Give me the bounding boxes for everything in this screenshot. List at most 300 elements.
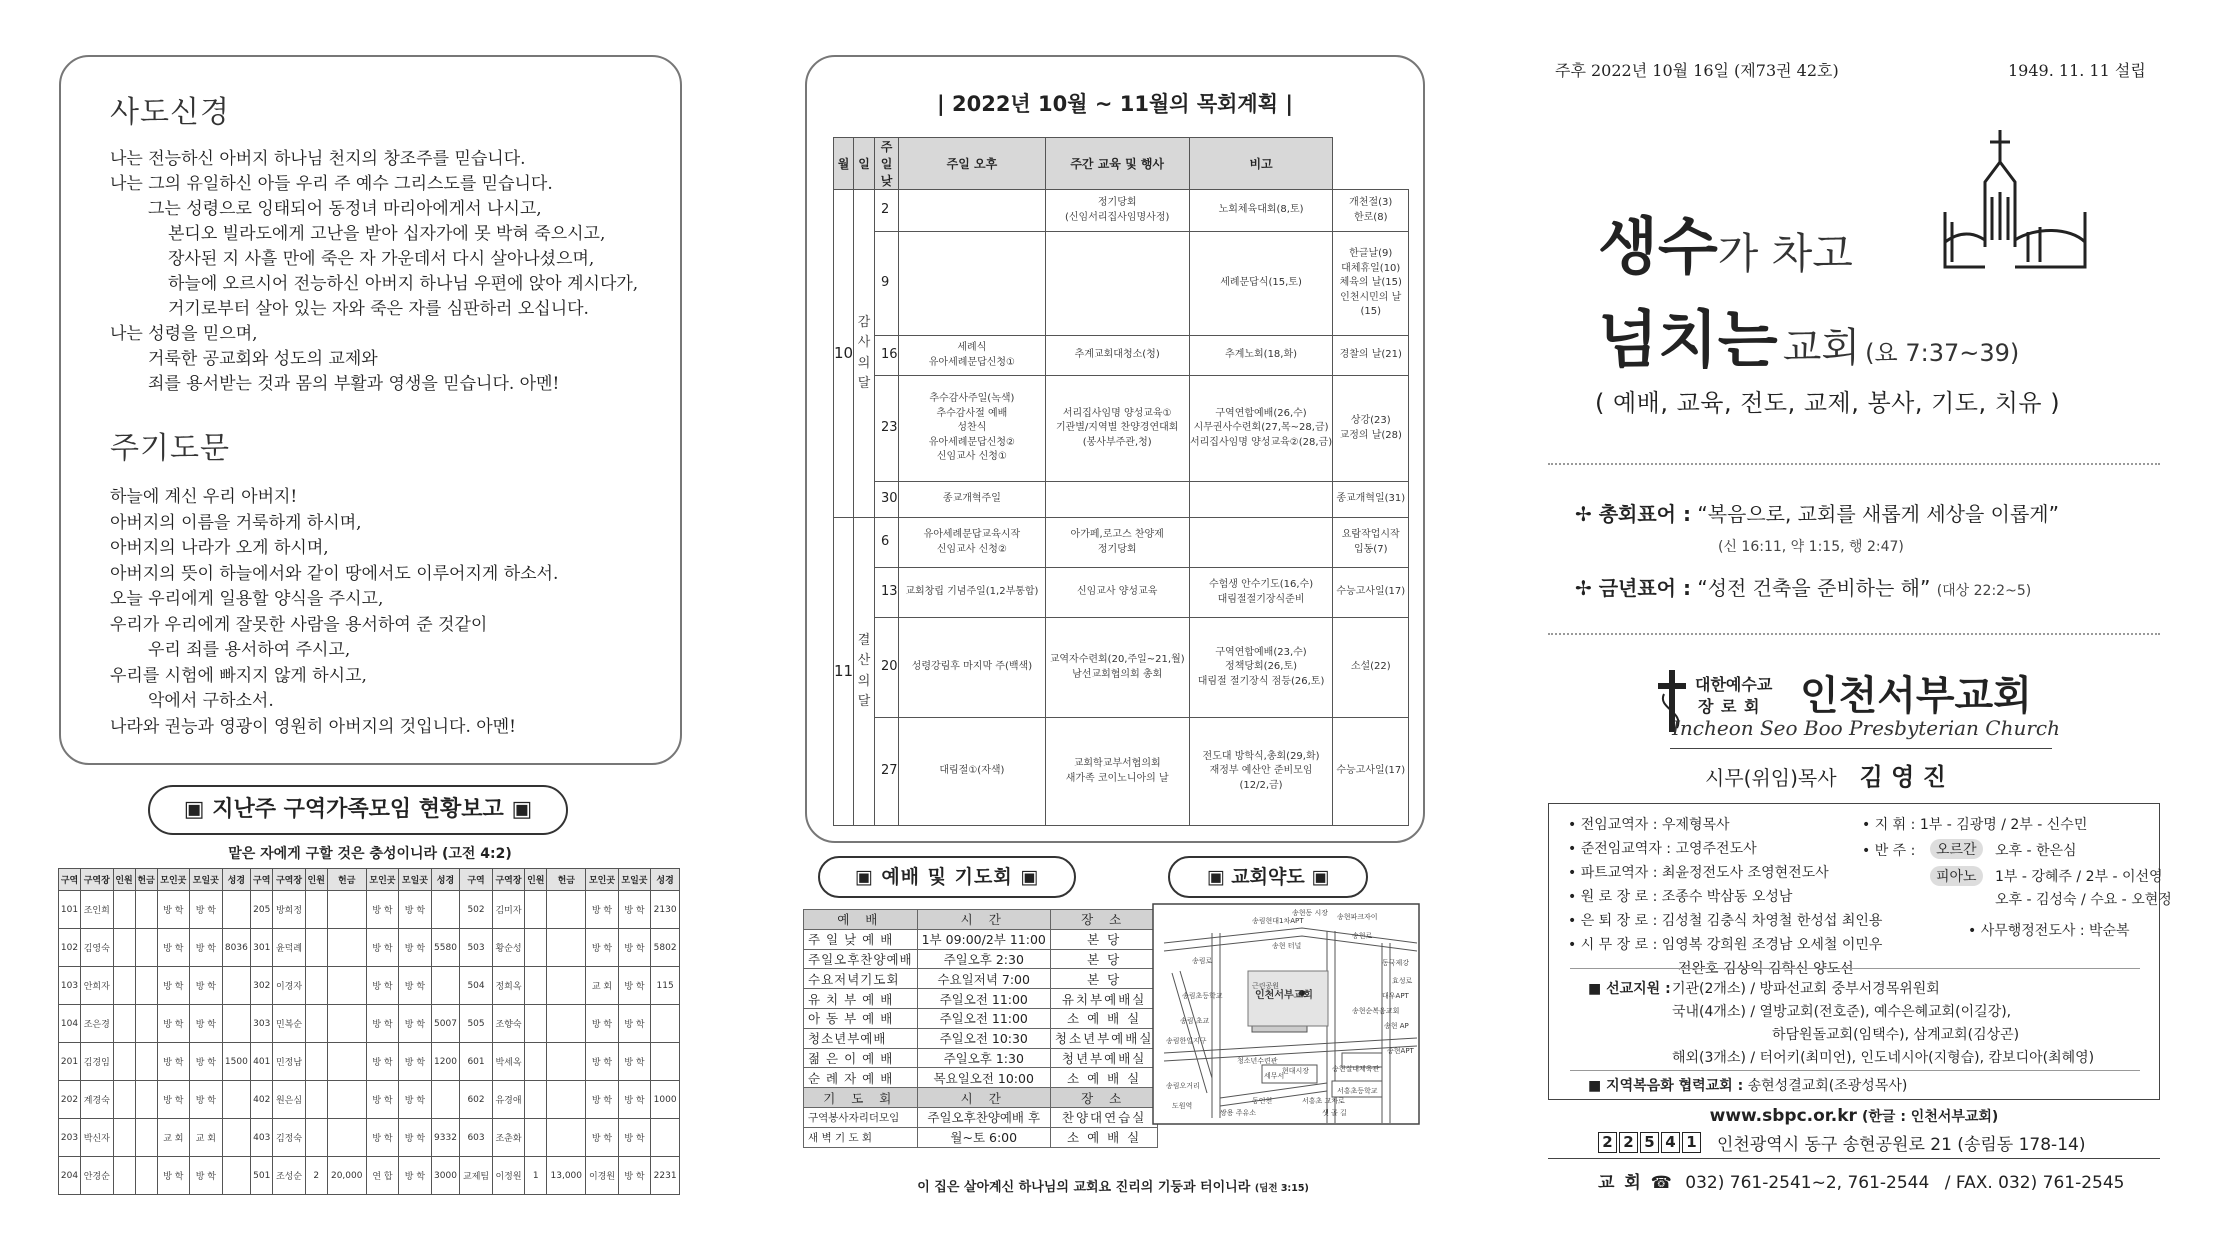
attendance-cell: 방 학	[366, 1005, 398, 1043]
schedule-text: 교회학교부서협의회	[1073, 758, 1161, 769]
attendance-cell: 교 회	[586, 967, 618, 1005]
schedule-note	[1333, 336, 1409, 376]
map-label: 송림로	[1192, 957, 1213, 965]
schedule-noon	[899, 232, 1046, 336]
schedule-header: 일	[854, 138, 875, 190]
attendance-header: 구역	[460, 869, 492, 891]
schedule-note	[1333, 190, 1409, 232]
schedule-noon	[899, 336, 1046, 376]
attendance-cell	[135, 967, 157, 1005]
month-label-char: 결	[857, 633, 871, 649]
attendance-cell	[431, 967, 460, 1005]
staff-line: • 원 로 장 로 : 조종수 박삼동 오성남	[1568, 889, 1793, 905]
schedule-note	[1333, 376, 1409, 482]
schedule-text: 개천절(3)	[1349, 197, 1393, 208]
phone-line	[1598, 1168, 2124, 1193]
attendance-cell: 203	[59, 1119, 81, 1157]
attendance-cell	[547, 1119, 586, 1157]
attendance-cell: 9332	[431, 1119, 460, 1157]
worship-cell: 청소년부예배실	[1050, 1028, 1158, 1048]
schedule-week	[1189, 190, 1333, 232]
attendance-cell	[305, 1043, 327, 1081]
attendance-cell: 방 학	[618, 1043, 650, 1081]
map-label: 송현 AP	[1384, 1022, 1409, 1030]
schedule-note	[1333, 718, 1409, 826]
attendance-cell	[547, 1081, 586, 1119]
attendance-cell: 방 학	[190, 1157, 222, 1195]
map-label: 송림오거리	[1166, 1082, 1200, 1090]
attendance-cell	[651, 1119, 680, 1157]
attendance-cell: 박신자	[81, 1119, 113, 1157]
table-row	[804, 1127, 1158, 1147]
prayer-line: 아버지의 나라가 오게 하시며,	[110, 538, 329, 558]
creed-line: 죄를 용서받는 것과 몸의 부활과 영생을 믿습니다. 아멘!	[148, 374, 560, 394]
worship-cell: 주일오전 10:30	[917, 1028, 1050, 1048]
table-row	[59, 891, 680, 929]
attendance-cell: 501	[251, 1157, 273, 1195]
year-motto	[1575, 572, 2031, 601]
attendance-cell: 503	[460, 929, 492, 967]
schedule-text: 교정의 날(28)	[1339, 429, 1402, 441]
attendance-cell: 방 학	[366, 891, 398, 929]
month-label-char: 감	[857, 315, 871, 331]
table-row	[804, 1068, 1158, 1088]
schedule-week	[1189, 718, 1333, 826]
table-row	[59, 1081, 680, 1119]
map-label: 도원역	[1172, 1102, 1193, 1110]
attendance-cell: 301	[251, 929, 273, 967]
schedule-text: 교회창립 기념주일(1,2부통합)	[905, 586, 1039, 598]
attendance-cell	[525, 1119, 547, 1157]
schedule-header: 주일 오후	[899, 138, 1046, 190]
schedule-title: | 2022년 10월 ~ 11월의 목회계획 |	[937, 92, 1293, 116]
year-motto-text: “성전 건축을 준비하는 해”	[1697, 576, 1931, 600]
map-label: 송현실내체육관	[1332, 1065, 1380, 1073]
schedule-text: 성령강림후 마지막 주(백색)	[911, 661, 1033, 673]
prayer-line: 오늘 우리에게 일용할 양식을 주시고,	[110, 589, 384, 609]
map-label: 동인천	[1252, 1097, 1273, 1105]
attendance-cell: 방 학	[618, 1081, 650, 1119]
worship-cell: 목요일오전 10:00	[917, 1068, 1050, 1088]
schedule-note	[1333, 568, 1409, 618]
creed-line: 나는 그의 유일하신 아들 우리 주 예수 그리스도를 믿습니다.	[110, 174, 553, 194]
map-label: 송현동 시장	[1292, 909, 1329, 917]
worship-cell: 본 당	[1050, 969, 1158, 989]
map-label: 세무서	[1264, 1072, 1285, 1080]
attendance-cell: 방 학	[190, 929, 222, 967]
worship-header: 예 배	[804, 910, 918, 930]
day-cell: 6	[875, 518, 899, 568]
month-label	[854, 190, 875, 518]
attendance-cell: 104	[59, 1005, 81, 1043]
day-cell: 27	[875, 718, 899, 826]
schedule-text: (봉사부주관,청)	[1082, 436, 1152, 448]
attendance-cell: 조향숙	[492, 1005, 524, 1043]
attendance-cell: 202	[59, 1081, 81, 1119]
month-cell: 11	[834, 518, 854, 826]
mission-line-1: 기관(2개소) / 방파선교회 중부서경목위원회	[1672, 981, 1940, 997]
table-row	[834, 232, 1409, 336]
schedule-week	[1189, 568, 1333, 618]
slogan2-small: 교회	[1782, 325, 1861, 371]
pastor-label: 시무(위임)목사	[1705, 766, 1837, 790]
mission-line-3: 하담원돌교회(임택수), 삼계교회(김상곤)	[1772, 1027, 2020, 1043]
table-row	[59, 1119, 680, 1157]
attendance-header: 성경	[431, 869, 460, 891]
worship-header-row	[804, 910, 1158, 930]
attendance-title: ▣ 지난주 구역가족모임 현황보고 ▣	[148, 785, 568, 835]
prayer-header: 장 소	[1050, 1088, 1158, 1108]
schedule-text: 서리집사임명 양성교육②(28,금)	[1189, 436, 1333, 448]
table-row	[834, 568, 1409, 618]
schedule-note	[1333, 482, 1409, 518]
attendance-cell: 5580	[431, 929, 460, 967]
slogan-ref: (요 7:37~39)	[1865, 339, 2020, 367]
prayer-line: 우리가 우리에게 잘못한 사람을 용서하여 준 것같이	[110, 614, 488, 635]
attendance-cell: 방 학	[366, 1119, 398, 1157]
map-label: 송림초등학교	[1182, 992, 1223, 1000]
schedule-afternoon	[1045, 190, 1189, 232]
attendance-cell: 115	[651, 967, 680, 1005]
attendance-cell: 연 합	[366, 1157, 398, 1195]
prayer-line: 우리 죄를 용서하여 주시고,	[148, 640, 351, 660]
attendance-cell: 방 학	[586, 1081, 618, 1119]
website-url[interactable]: www.sbpc.or.kr	[1709, 1106, 1857, 1126]
schedule-text: 교역자수련회(20,주일~21,월)	[1049, 654, 1185, 665]
attendance-cell: 8036	[222, 929, 251, 967]
slogan-line2	[1598, 290, 2019, 379]
attendance-cell: 204	[59, 1157, 81, 1195]
name-underline	[1670, 748, 2052, 749]
slogan2-big: 넘치는	[1598, 303, 1778, 376]
day-cell: 9	[875, 232, 899, 336]
founded-date: 1949. 11. 11 설립	[2008, 61, 2146, 80]
prayer-header-row	[804, 1088, 1158, 1108]
schedule-afternoon	[1045, 518, 1189, 568]
schedule-text: 신임교사 신청①	[936, 451, 1007, 463]
attendance-cell	[222, 967, 251, 1005]
mission-line-4: 해외(3개소) / 터어키(최미언), 인도네시아(지형습), 캄보디아(최혜영)	[1672, 1050, 2095, 1066]
attendance-cell	[113, 967, 135, 1005]
attendance-cell: 방 학	[618, 1119, 650, 1157]
prayer-cell: 새 벽 기 도 회	[804, 1127, 918, 1147]
attendance-cell: 유경애	[492, 1081, 524, 1119]
attendance-header: 인원	[305, 869, 327, 891]
prayer-header: 기 도 회	[804, 1088, 918, 1108]
schedule-noon	[899, 618, 1046, 718]
schedule-noon	[899, 376, 1046, 482]
month-label-char: 산	[857, 653, 871, 669]
attendance-cell	[135, 1081, 157, 1119]
attendance-cell	[547, 891, 586, 929]
prayer-cell: 소 예 배 실	[1050, 1127, 1158, 1147]
schedule-noon	[899, 190, 1046, 232]
attendance-cell	[135, 891, 157, 929]
worship-cell: 주일오후 1:30	[917, 1048, 1050, 1068]
schedule-week	[1189, 518, 1333, 568]
schedule-text: 유아세례문답신청①	[928, 356, 1016, 368]
schedule-afternoon	[1045, 618, 1189, 718]
schedule-text: (12/2,금)	[1239, 779, 1283, 791]
attendance-cell: 김정숙	[273, 1119, 305, 1157]
schedule-text: 인천시민의 날(15)	[1340, 291, 1402, 318]
day-cell: 2	[875, 190, 899, 232]
attendance-cell: 방 학	[399, 967, 431, 1005]
attendance-cell: 정희옥	[492, 967, 524, 1005]
attendance-cell: 303	[251, 1005, 273, 1043]
worship-cell: 주일오후 2:30	[917, 949, 1050, 969]
attendance-cell: 교제팀	[460, 1157, 492, 1195]
address-underline	[1548, 1158, 2160, 1159]
table-row	[834, 482, 1409, 518]
attendance-cell: 방 학	[618, 891, 650, 929]
website-korean: (한글 : 인천서부교회)	[1862, 1109, 1999, 1125]
attendance-cell: 조춘화	[492, 1119, 524, 1157]
attendance-cell: 3000	[431, 1157, 460, 1195]
creed-line: 거기로부터 살아 있는 자와 죽은 자를 심판하러 오십니다.	[168, 299, 589, 319]
church-bible-icon	[1940, 122, 2090, 272]
attendance-verse: 맡은 자에게 구할 것은 충성이니라 (고전 4:2)	[228, 846, 512, 862]
zip-digit: 1	[1682, 1132, 1701, 1153]
attendance-cell: 안경순	[81, 1157, 113, 1195]
prayer-line: 하늘에 계신 우리 아버지!	[110, 487, 298, 507]
map-label: 대우APT	[1382, 992, 1409, 1000]
zip-digit: 4	[1661, 1132, 1680, 1153]
attendance-cell: 방 학	[399, 1157, 431, 1195]
schedule-afternoon	[1045, 482, 1189, 518]
accompanist-label: • 반 주 :	[1862, 843, 1916, 859]
footer-ref: (딤전 3:15)	[1254, 1183, 1309, 1194]
month-cell: 10	[834, 190, 854, 518]
attendance-cell: 방 학	[190, 1005, 222, 1043]
month-label-char: 의	[857, 673, 871, 689]
attendance-cell: 504	[460, 967, 492, 1005]
attendance-cell	[222, 891, 251, 929]
schedule-header-row	[834, 138, 1409, 190]
worship-cell: 본 당	[1050, 949, 1158, 969]
organ-badge: 오르간	[1930, 839, 1983, 859]
mission-label: ■ 선교지원 :	[1588, 981, 1671, 997]
attendance-cell: 방 학	[190, 1081, 222, 1119]
zip-code	[1598, 1132, 1703, 1153]
table-row	[804, 1048, 1158, 1068]
attendance-cell: 201	[59, 1043, 81, 1081]
attendance-cell	[113, 929, 135, 967]
creed-line: 거룩한 공교회와 성도의 교제와	[148, 349, 378, 369]
attendance-cell: 1200	[431, 1043, 460, 1081]
attendance-cell	[431, 1081, 460, 1119]
prayer-line: 악에서 구하소서.	[148, 691, 274, 711]
schedule-text: 신임교사 신청②	[936, 543, 1007, 555]
worship-header: 시 간	[917, 910, 1050, 930]
attendance-cell: 민복순	[273, 1005, 305, 1043]
pastor-name: 김 영 진	[1859, 763, 1946, 791]
attendance-cell	[135, 1043, 157, 1081]
schedule-text: 구역연합예배(26,수)	[1215, 407, 1307, 419]
schedule-text: 요람작업시작	[1341, 529, 1400, 540]
creed-line: 장사된 지 사흘 만에 죽은 자 가운데서 다시 살아나셨으며,	[168, 249, 595, 269]
attendance-header: 성경	[651, 869, 680, 891]
attendance-cell	[222, 1119, 251, 1157]
schedule-text: 세례식	[957, 342, 987, 353]
conductor: • 지 휘 : 1부 - 김광명 / 2부 - 신수민	[1862, 817, 2088, 833]
map-label: 동국제강	[1382, 959, 1410, 967]
day-cell: 20	[875, 618, 899, 718]
attendance-cell	[222, 1157, 251, 1195]
attendance-cell: 402	[251, 1081, 273, 1119]
local-partner	[1588, 1075, 1907, 1095]
staff-divider	[1570, 968, 2140, 969]
attendance-cell	[547, 929, 586, 967]
attendance-cell: 방 학	[157, 1081, 189, 1119]
schedule-noon	[899, 718, 1046, 826]
creed-line: 나는 전능하신 아버지 하나님 천지의 창조주를 믿습니다.	[110, 149, 526, 169]
worship-cell: 주일오전 11:00	[917, 1008, 1050, 1028]
schedule-noon	[899, 568, 1046, 618]
creed-title: 사도신경	[110, 95, 230, 130]
motto-label: ✢ 총회표어 :	[1575, 502, 1691, 526]
attendance-cell	[135, 1157, 157, 1195]
attendance-cell	[222, 1081, 251, 1119]
attendance-cell	[113, 1005, 135, 1043]
address: 인천광역시 동구 송현공원로 21 (송림동 178-14)	[1717, 1135, 2086, 1155]
table-row	[834, 518, 1409, 568]
attendance-cell: 401	[251, 1043, 273, 1081]
day-cell: 30	[875, 482, 899, 518]
staff-line: • 은 퇴 장 로 : 김성철 김충식 차영철 한성섭 최인용	[1568, 913, 1883, 929]
attendance-cell: 502	[460, 891, 492, 929]
schedule-text: 한로(8)	[1353, 211, 1388, 223]
schedule-text: 성찬식	[957, 422, 987, 434]
schedule-afternoon	[1045, 376, 1189, 482]
prayer-cell: 구역봉사자리더모임	[804, 1107, 918, 1127]
map-label: 현대시장	[1282, 1067, 1310, 1075]
attendance-cell: 김영숙	[81, 929, 113, 967]
table-row	[804, 1008, 1158, 1028]
map-label: 쌍용 주유소	[1220, 1109, 1257, 1117]
attendance-cell	[305, 1005, 327, 1043]
schedule-note	[1333, 618, 1409, 718]
schedule-text: 정책당회(26,토)	[1225, 661, 1298, 673]
schedule-text: 대림절 절기장식 점등(26,토)	[1197, 675, 1325, 687]
mission-line-2: 국내(4개소) / 열방교회(전호준), 예수은혜교회(이길강),	[1672, 1004, 2012, 1020]
month-label-char: 의	[857, 355, 871, 371]
attendance-cell	[327, 1005, 366, 1043]
mission-divider	[1570, 1070, 2140, 1071]
schedule-text: 기관별/지역별 찬양경연대회	[1055, 422, 1179, 434]
day-cell: 16	[875, 336, 899, 376]
attendance-header: 구역장	[81, 869, 113, 891]
attendance-cell	[525, 929, 547, 967]
pastor-line	[1705, 757, 1946, 792]
attendance-cell: 계경숙	[81, 1081, 113, 1119]
map-church-label: 인천서부교회	[1255, 990, 1313, 1001]
schedule-afternoon	[1045, 718, 1189, 826]
worship-cell: 주일오후찬양예배	[804, 949, 918, 969]
attendance-header: 구역장	[273, 869, 305, 891]
address-line	[1598, 1130, 2085, 1155]
attendance-cell	[525, 967, 547, 1005]
schedule-text: 소설(22)	[1350, 661, 1391, 673]
worship-cell: 젊 은 이 예 배	[804, 1048, 918, 1068]
attendance-header: 모일곳	[399, 869, 431, 891]
attendance-cell: 방 학	[586, 1119, 618, 1157]
map-label: 송현파크자이	[1337, 913, 1378, 921]
local-church: 송현성결교회(조광성목사)	[1747, 1078, 1908, 1094]
attendance-cell: 5007	[431, 1005, 460, 1043]
attendance-cell: 505	[460, 1005, 492, 1043]
attendance-cell	[431, 891, 460, 929]
schedule-header: 비고	[1189, 138, 1333, 190]
piano-players-2: 오후 - 김성숙 / 수요 - 오현정	[1995, 892, 2172, 908]
prayer-line: 아버지의 뜻이 하늘에서와 같이 땅에서도 이루어지게 하소서.	[110, 563, 559, 584]
table-row	[804, 929, 1158, 949]
attendance-cell: 방 학	[190, 891, 222, 929]
schedule-text: 신임교사 양성교육	[1076, 586, 1158, 598]
day-cell: 13	[875, 568, 899, 618]
attendance-cell: 김경임	[81, 1043, 113, 1081]
attendance-header: 모일곳	[618, 869, 650, 891]
staff-line: • 파트교역자 : 최윤정전도사 조영현전도사	[1568, 865, 1829, 881]
table-row	[804, 1107, 1158, 1127]
attendance-cell: 101	[59, 891, 81, 929]
attendance-cell: 박세옥	[492, 1043, 524, 1081]
website-line	[1548, 1106, 2160, 1126]
prayer-cell: 월~토 6:00	[917, 1127, 1050, 1147]
table-row	[59, 1005, 680, 1043]
attendance-header: 구역	[251, 869, 273, 891]
table-row	[834, 718, 1409, 826]
denomination-line2: 장 로 회	[1698, 697, 1761, 716]
worship-cell: 유치부예배실	[1050, 989, 1158, 1009]
attendance-cell: 방 학	[157, 1157, 189, 1195]
attendance-cell	[305, 891, 327, 929]
worship-cell: 소 예 배 실	[1050, 1008, 1158, 1028]
schedule-week	[1189, 618, 1333, 718]
local-label: ■ 지역복음화 협력교회 :	[1588, 1078, 1744, 1094]
attendance-cell: 방 학	[586, 929, 618, 967]
schedule-week	[1189, 336, 1333, 376]
schedule-afternoon	[1045, 232, 1189, 336]
schedule-text: 수능고사일(17)	[1336, 765, 1406, 777]
month-label-char: 사	[857, 335, 871, 351]
attendance-cell: 방 학	[190, 967, 222, 1005]
table-row	[834, 376, 1409, 482]
attendance-cell	[113, 1119, 135, 1157]
attendance-cell: 205	[251, 891, 273, 929]
schedule-week	[1189, 376, 1333, 482]
schedule-text: 재정부 예산안 준비모임	[1209, 765, 1313, 777]
creed-line: 본디오 빌라도에게 고난을 받아 십자가에 못 박혀 죽으시고,	[168, 224, 606, 244]
attendance-cell	[651, 1043, 680, 1081]
schedule-text: 추계교회대청소(청)	[1074, 349, 1160, 361]
prayer-title: 주기도문	[110, 431, 230, 466]
attendance-cell: 방 학	[586, 1043, 618, 1081]
attendance-header: 성경	[222, 869, 251, 891]
attendance-cell	[305, 929, 327, 967]
attendance-cell	[525, 891, 547, 929]
attendance-cell	[327, 1043, 366, 1081]
attendance-cell: 이경자	[273, 967, 305, 1005]
creed-line: 하늘에 오르시어 전능하신 아버지 하나님 우편에 앉아 계시다가,	[168, 274, 639, 294]
church-name-en: Incheon Seo Boo Presbyterian Church	[1672, 716, 2060, 740]
creed-line: 그는 성령으로 잉태되어 동정녀 마리아에게서 나시고,	[148, 199, 542, 219]
map-label: 청소년수련관	[1237, 1057, 1278, 1065]
attendance-cell: 조인희	[81, 891, 113, 929]
schedule-text: 추계노회(18,화)	[1225, 349, 1298, 361]
attendance-cell: 방 학	[190, 1043, 222, 1081]
worship-footer	[803, 1176, 1423, 1195]
